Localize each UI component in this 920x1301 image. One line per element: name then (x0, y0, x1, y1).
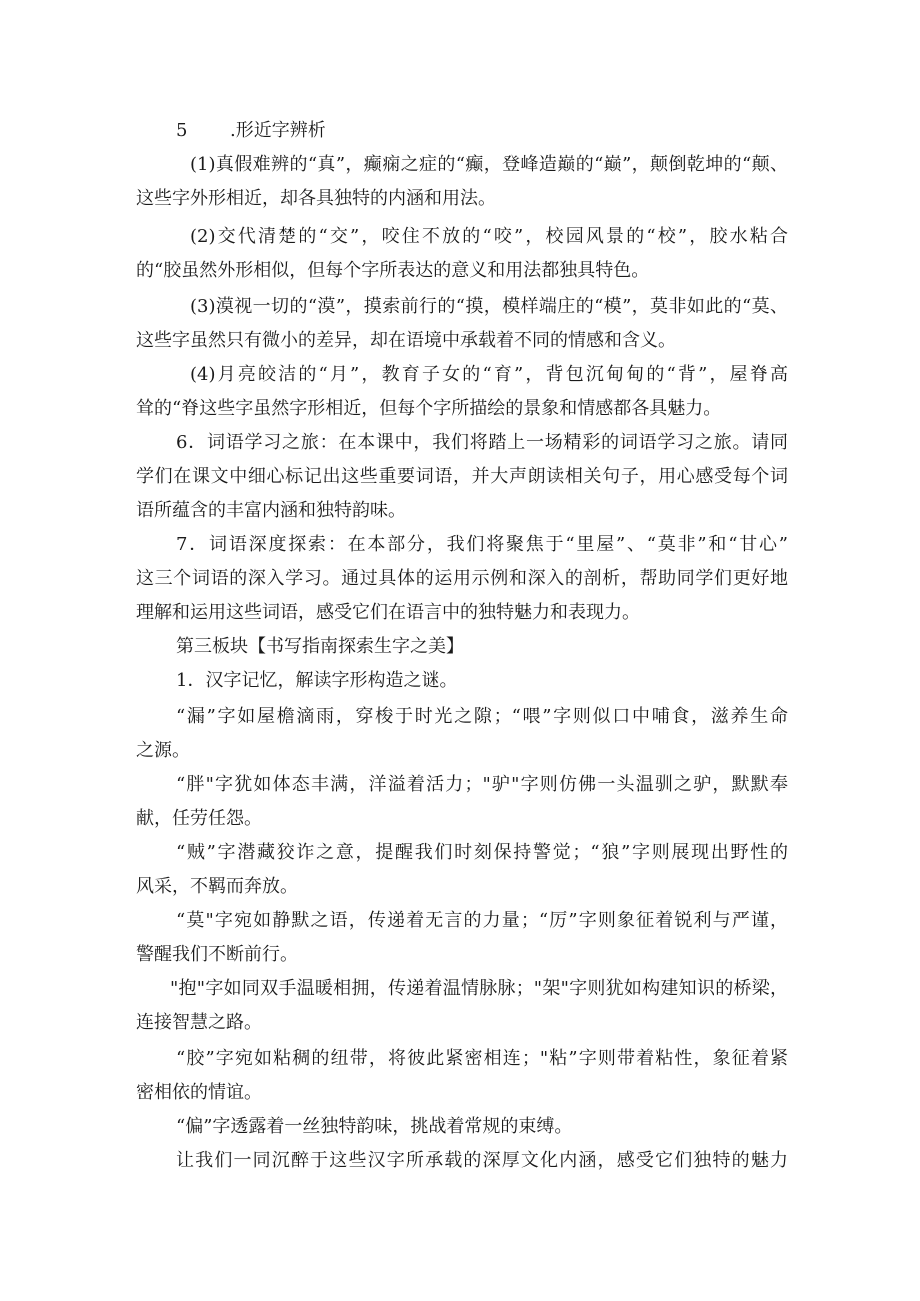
s5-item-1-line1: (1)真假难辨的“真”，癫痫之症的“癫，登峰造巅的“巅”，颠倒乾坤的“颠、 (190, 154, 788, 175)
s5-item-3-line2: 这些字虽然只有微小的差异，却在语境中承载着不同的情感和含义。 (136, 330, 676, 351)
para-1-line2: 之源。 (136, 740, 190, 761)
s5-item-2-line2: 的“胶虽然外形相似，但每个字所表达的意义和用法都独具特色。 (136, 260, 650, 281)
s7-line2: 这三个词语的深入学习。通过具体的运用示例和深入的剖析，帮助同学们更好地 (136, 568, 788, 589)
s6-line1: 6．词语学习之旅：在本课中，我们将踏上一场精彩的词语学习之旅。请同 (176, 432, 788, 453)
s6-line3: 语所蕴含的丰富内涵和独特韵味。 (136, 500, 406, 521)
para-5-line2: 连接智慧之路。 (136, 1012, 262, 1033)
para-4-line2: 警醒我们不断前行。 (136, 944, 298, 965)
block3-title: 第三板块【书写指南探索生字之美】 (176, 636, 464, 657)
section-5-heading (176, 118, 326, 144)
s5-item-2-line1: (2)交代清楚的“交”，咬住不放的“咬”，校园风景的“校”，胶水粘合 (190, 226, 788, 247)
s5-item-1-line2: 这些字外形相近，却各具独特的内涵和用法。 (136, 188, 496, 209)
s7-line1: 7．词语深度探索：在本部分，我们将聚焦于“里屋”、“莫非”和“甘心” (176, 534, 788, 555)
para-6-line1: “胶”字宛如粘稠的纽带，将彼此紧密相连；"粘”字则带着粘性，象征着紧 (176, 1048, 788, 1069)
para-5-line1: "抱"字如同双手温暖相拥，传递着温情脉脉；"架"字则犹如构建知识的桥梁， (170, 978, 788, 999)
para-4-line1: “莫"字宛如静默之语，传递着无言的力量；“厉”字则象征着锐利与严谨， (176, 910, 788, 931)
section-5-title: .形近字辨析 (230, 120, 326, 141)
para-3-line1: “贼”字潜藏狡诈之意，提醒我们时刻保持警觉；“狼”字则展现出野性的 (176, 842, 788, 863)
s7-line3: 理解和运用这些词语，感受它们在语言中的独特魅力和表现力。 (136, 602, 640, 623)
s5-item-4-line2: 耸的“脊这些字虽然字形相近，但每个字所描绘的景象和情感都各具魅力。 (136, 398, 722, 419)
section-5-number: 5 (176, 120, 188, 141)
para-3-line2: 风采，不羁而奔放。 (136, 876, 298, 897)
para-6-line2: 密相依的情谊。 (136, 1082, 262, 1103)
s6-line2: 学们在课文中细心标记出这些重要词语，并大声朗读相关句子，用心感受每个词 (136, 466, 788, 487)
para-7-line1: “偏”字透露着一丝独特韵味，挑战着常规的束缚。 (176, 1116, 573, 1137)
s5-item-3-line1: (3)漠视一切的“漠”，摸索前行的“摸，模样端庄的“模”，莫非如此的“莫、 (190, 296, 788, 317)
para-2-line2: 献，任劳任怨。 (136, 808, 262, 829)
para-2-line1: “胖"字犹如体态丰满，洋溢着活力；"驴"字则仿佛一头温驯之驴，默默奉 (176, 774, 788, 795)
block3-item-1: 1．汉字记忆，解读字形构造之谜。 (176, 670, 458, 691)
para-8-line1: 让我们一同沉醉于这些汉字所承载的深厚文化内涵，感受它们独特的魅力 (176, 1150, 788, 1171)
s5-item-4-line1: (4)月亮皎洁的“月”，教育子女的“育”，背包沉甸甸的“背”，屋脊高 (190, 364, 788, 385)
para-1-line1: “漏”字如屋檐滴雨，穿梭于时光之隙；“喂”字则似口中哺食，滋养生命 (176, 706, 788, 727)
